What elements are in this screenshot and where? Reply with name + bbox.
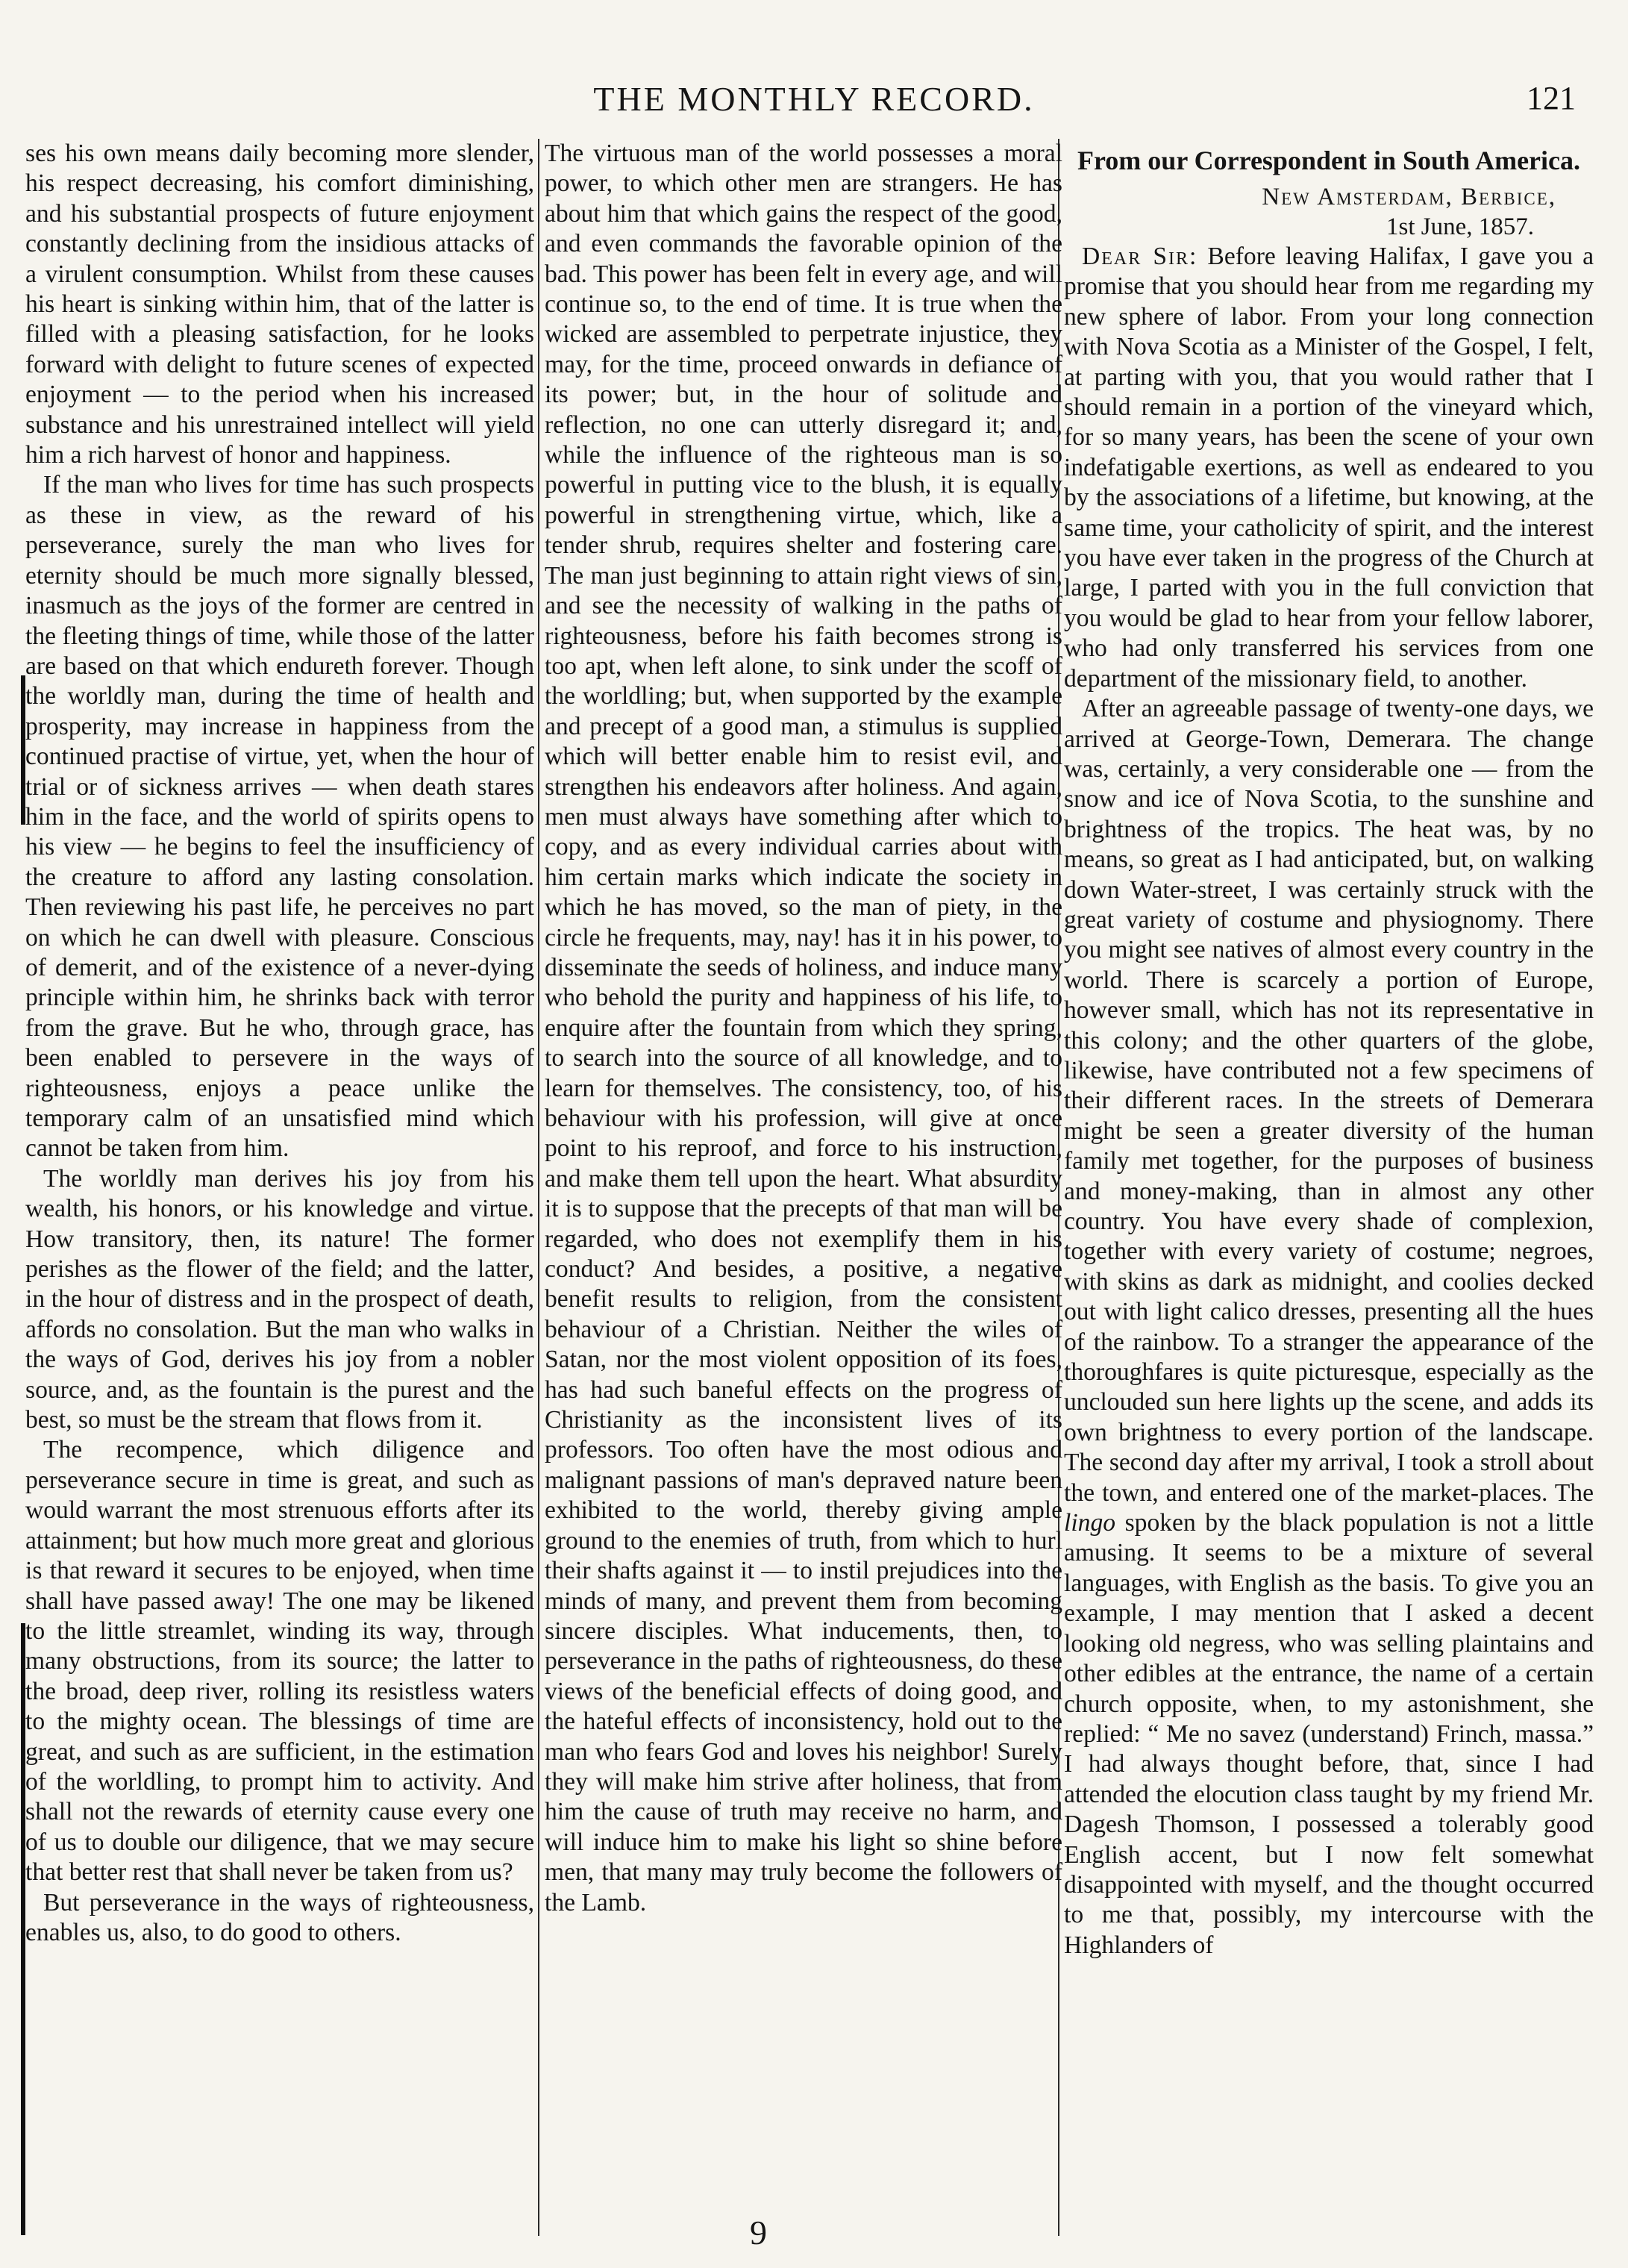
article-heading: From our Correspondent in South America. xyxy=(1077,146,1580,175)
dateline-date: 1st June, 1857. xyxy=(1386,213,1534,240)
page-number: 121 xyxy=(1527,80,1576,116)
letter-paragraph xyxy=(1064,242,1594,694)
letter-text: After an agreeable passage of twenty-one days, we arrived at George-Town, Demerara. The change was, certainly, a very considerable one — from the snow and ice of Nova Scotia, to the sunshine and brightness of the tropics. The heat was, by no means, so great as I had anticipated, but, on walking down Water-street, I was certainly struck with the great variety of costume and physiognomy. There you might see natives of almost every country in the world. There is scarcely a portion of Europe, however small, which has not its representative in this colony; and the other quarters of the globe, likewise, have contributed not a few specimens of their different races. In the streets of Demerara might be seen a greater diversity of the human family met together, for the purposes of business and money-making, than in almost any other country. You have every shade of complexion, together with every variety of costume; negroes, with skins as dark as midnight, and coolies decked out with light calico dresses, presenting all the hues of the rainbow. To a stranger the appearance of the thoroughfares is quite picturesque, especially as the unclouded sun here lights up the scene, and adds its own brightness to every portion of the landscape. The second day after my arrival, I took a stroll about the town, and entered one of the market-places. The xyxy=(1064,695,1594,1507)
paragraph: The worldly man derives his joy from his wealth, his honors, or his knowledge and virtue. How transitory, then, its nature! The former perishes as the flower of the field; and the latter, in the hour of distress and in the prospect of death, affords no consolation. But the man who walks in the ways of God, derives his joy from a nobler source, and, as the fountain is the purest and the best, so must be the stream that flows from it. xyxy=(25,1164,534,1434)
letter-text: Before leaving Halifax, I gave you a promise that you should hear from me regarding my new sphere of labor. From your long connection with Nova Scotia as a Minister of the Gospel, I felt, at parting with you, that you would rather that I should remain in a portion of the vineyard which, for so many years, has been the scene of your own indefatigable exertions, as well as endeared to you by the associations of a lifetime, but knowing, at the same time, your catholicity of spirit, and the interest you have ever taken in the progress of the Church at large, I parted with you in the full conviction that you would be glad to hear from your fellow laborer, who had only transferred his services from one department of the missionary field, to another. xyxy=(1064,243,1594,693)
dateline-place: New Amsterdam, Berbice, xyxy=(1262,184,1556,210)
letter-text: spoken by the black population is not a little amusing. It seems to be a mixture of several languages, with English as the basis. To give you an example, I may mention that I asked a decent looking old negress, who was selling plaintains and other edibles at the entrance, the name of a certain church opposite, when, to my astonishment, she replied: “ Me no savez (understand) Frinch, massa.” I had always thought before, that, since I had attended the elocution class taught by my friend Mr. Dagesh Thomson, I possessed a tolerably good English accent, but I now felt somewhat disappointed with myself, and the thought occurred to me that, possibly, my intercourse with the Highlanders of xyxy=(1064,1509,1594,1959)
paragraph: If the man who lives for time has such prospects as these in view, as the reward of his perseverance, surely the man who lives for eternity should be much more signally blessed, inasmuch as the joys of the former are centred in the fleeting things of time, while those of the latter are based on that which endureth forever. Though the worldly man, during the time of health and prosperity, may increase in happiness from the continued practise of virtue, yet, when the hour of trial or of sickness arrives — when death stares him in the face, and the world of spirits opens to his view — he begins to feel the insufficiency of the creature to afford any lasting consolation. Then reviewing his past life, he perceives no part on which he can dwell with pleasure. Conscious of demerit, and of the existence of a never-dying principle within him, he shrinks back with terror from the grave. But he who, through grace, has been enabled to persevere in the ways of righteousness, enjoys a peace unlike the temporary calm of an unsatisfied mind which cannot be taken from him. xyxy=(25,471,534,1163)
column-left xyxy=(25,139,534,1948)
paragraph: The recompence, which diligence and perseverance secure in time is great, and such as would warrant the most strenuous efforts after its attainment; but how much more great and glorious is that reward it secures to be enjoyed, when time shall have passed away! The one may be likened to the little streamlet, winding its way, through many obstructions, from its source; the latter to the broad, deep river, rolling its resistless waters to the mighty ocean. The blessings of time are great, and such as are sufficient, in the estimation of the worldling, to prompt him to activity. And shall not the rewards of eternity cause every one of us to double our diligence, that we may secure that better rest that shall never be taken from us? xyxy=(25,1436,534,1887)
signature-mark: 9 xyxy=(750,2214,767,2252)
paragraph: But perseverance in the ways of righteousness, enables us, also, to do good to others. xyxy=(25,1888,534,1946)
paragraph: ses his own means daily becoming more slender, his respect decreasing, his comfort diminishing, and his substantial prospects of future enjoyment constantly declining from the insidious attacks of a virulent consumption. Whilst from these causes his heart is sinking within him, that of the latter is filled with a pleasing satisfaction, for he looks forward with delight to future scenes of expected enjoyment — to the period when his increased substance and his unrestrained intellect will yield him a rich harvest of honor and happiness. xyxy=(25,140,534,469)
paragraph: The virtuous man of the world possesses a moral power, to which other men are strangers. He has about him that which gains the respect of the good, and even commands the favorable opinion of the bad. This power has been felt in every age, and will continue so, to the end of time. It is true when the wicked are assembled to perpetrate injustice, they may, for the time, proceed onwards in defiance of its power; but, in the hour of solitude and reflection, no one can utterly disregard it; and, while the influence of the righteous man is so powerful in putting vice to the blush, it is equally powerful in strengthening virtue, which, like a tender shrub, requires shelter and fostering care. The man just beginning to attain right views of sin, and see the necessity of walking in the paths of righteousness, before his faith becomes strong is too apt, when left alone, to sink under the scoff of the worldling; but, when supported by the example and precept of a good man, a stimulus is supplied which will better enable him to resist evil, and strengthen his endeavors after holiness. And again, men must always have something after which to copy, and as every individual carries about with him certain marks which indicate the society in which he has moved, so the man of piety, in the circle he frequents, may, nay! has it in his power, to disseminate the seeds of holiness, and induce many who behold the purity and happiness of his life, to enquire after the fountain from which they spring, to search into the source of all knowledge, and to learn for themselves. The consistency, too, of his behaviour with his profession, will give at once point to his reproof, and force to his instruction, and make them tell upon the heart. What absurdity it is to suppose that the precepts of that man will be regarded, who does not exemplify them in his conduct? And besides, a positive, a negative benefit results to religion, from the consistent behaviour of a Christian. Neither the wiles of Satan, nor the most violent opposition of its foes, has had such baneful effects on the progress of Christianity as the inconsistent lives of its professors. Too often have the most odious and malignant passions of man's depraved nature been exhibited to the world, thereby giving ample ground to the enemies of truth, from which to hurl their shafts against it — to instil prejudices into the minds of many, and prevent them from becoming sincere disciples. What inducements, then, to perseverance in the paths of righteousness, do these views of the beneficial effects of doing good, and the hateful effects of inconsistency, hold out to the man who fears God and loves his neighbor! Surely they will make him strive after holiness, that from him the cause of truth may receive no harm, and will induce him to make his light so shine before men, that many may truly become the followers of the Lamb. xyxy=(545,140,1062,1916)
column-middle xyxy=(545,139,1062,1918)
column-right xyxy=(1064,139,1594,1961)
page-title: THE MONTHLY RECORD. xyxy=(593,80,1035,118)
column-divider xyxy=(538,139,539,2236)
salutation: Dear Sir: xyxy=(1082,243,1198,270)
running-head xyxy=(0,79,1628,124)
italic-word: lingo xyxy=(1064,1509,1116,1537)
letter-paragraph xyxy=(1064,694,1594,1961)
